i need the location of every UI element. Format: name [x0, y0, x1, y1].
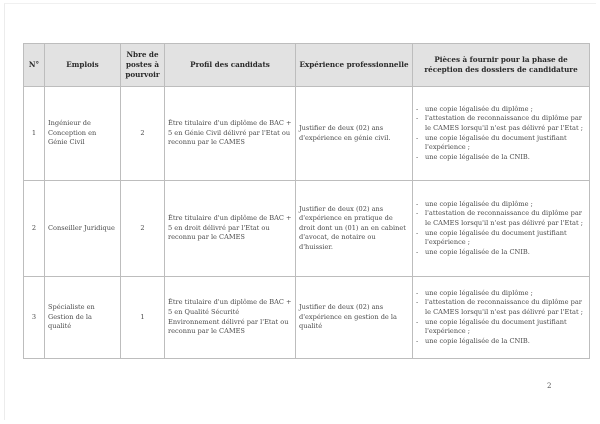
recruitment-table: [23, 43, 590, 359]
pieces-item: - une copie légalisée du document justifiant l'expérience ;: [416, 229, 586, 248]
cell-profil: Être titulaire d'un diplôme de BAC + 5 en Qualité Sécurité Environnement délivré par l'Etat ou reconnu par le CAMES: [165, 277, 296, 359]
cell-num: 1: [24, 87, 45, 181]
pieces-item: - une copie légalisée du diplôme ;: [416, 200, 586, 210]
cell-experience: Justifier de deux (02) ans d'expérience en génie civil.: [296, 87, 413, 181]
cell-postes: 2: [121, 87, 165, 181]
header-pieces: Pièces à fournir pour la phase de réception des dossiers de candidature: [413, 44, 590, 87]
cell-experience: Justifier de deux (02) ans d'expérience en gestion de la qualité: [296, 277, 413, 359]
cell-emploi: Ingénieur de Conception en Génie Civil: [45, 87, 121, 181]
cell-postes: 1: [121, 277, 165, 359]
table-row: [24, 87, 590, 181]
pieces-list: [416, 105, 586, 163]
pieces-item: - une copie légalisée de la CNIB.: [416, 248, 586, 258]
cell-emploi: Conseiller Juridique: [45, 181, 121, 277]
cell-postes: 2: [121, 181, 165, 277]
header-postes: Nbre de postes à pourvoir: [121, 44, 165, 87]
table-header-row: [24, 44, 590, 87]
cell-pieces: [413, 277, 590, 359]
pieces-item: - une copie légalisée du document justifiant l'expérience ;: [416, 134, 586, 153]
header-experience: Expérience professionnelle: [296, 44, 413, 87]
pieces-item: - une copie légalisée du diplôme ;: [416, 105, 586, 115]
pieces-item: - une copie légalisée de la CNIB.: [416, 337, 586, 347]
pieces-item: - l'attestation de reconnaissance du diplôme par le CAMES lorsqu'il n'est pas délivré par l'Etat ;: [416, 114, 586, 133]
header-emplois: Emplois: [45, 44, 121, 87]
table-row: [24, 277, 590, 359]
pieces-item: - l'attestation de reconnaissance du diplôme par le CAMES lorsqu'il n'est pas délivré par l'Etat ;: [416, 298, 586, 317]
cell-profil: Être titulaire d'un diplôme de BAC + 5 en droit délivré par l'Etat ou reconnu par le CAMES: [165, 181, 296, 277]
pieces-item: - une copie légalisée du diplôme ;: [416, 289, 586, 299]
pieces-item: - une copie légalisée de la CNIB.: [416, 153, 586, 163]
cell-emploi: Spécialiste en Gestion de la qualité: [45, 277, 121, 359]
page-number: 2: [547, 382, 552, 390]
cell-pieces: [413, 181, 590, 277]
pieces-item: - une copie légalisée du document justifiant l'expérience ;: [416, 318, 586, 337]
pieces-list: [416, 289, 586, 347]
pieces-list: [416, 200, 586, 258]
header-num: N°: [24, 44, 45, 87]
cell-experience: Justifier de deux (02) ans d'expérience en pratique de droit dont un (01) an en cabinet d'avocat, de notaire ou d'huissier.: [296, 181, 413, 277]
cell-pieces: [413, 87, 590, 181]
header-profil: Profil des candidats: [165, 44, 296, 87]
cell-num: 3: [24, 277, 45, 359]
table-row: [24, 181, 590, 277]
pieces-item: - l'attestation de reconnaissance du diplôme par le CAMES lorsqu'il n'est pas délivré par l'Etat ;: [416, 209, 586, 228]
cell-profil: Être titulaire d'un diplôme de BAC + 5 en Génie Civil délivré par l'Etat ou reconnu par le CAMES: [165, 87, 296, 181]
cell-num: 2: [24, 181, 45, 277]
